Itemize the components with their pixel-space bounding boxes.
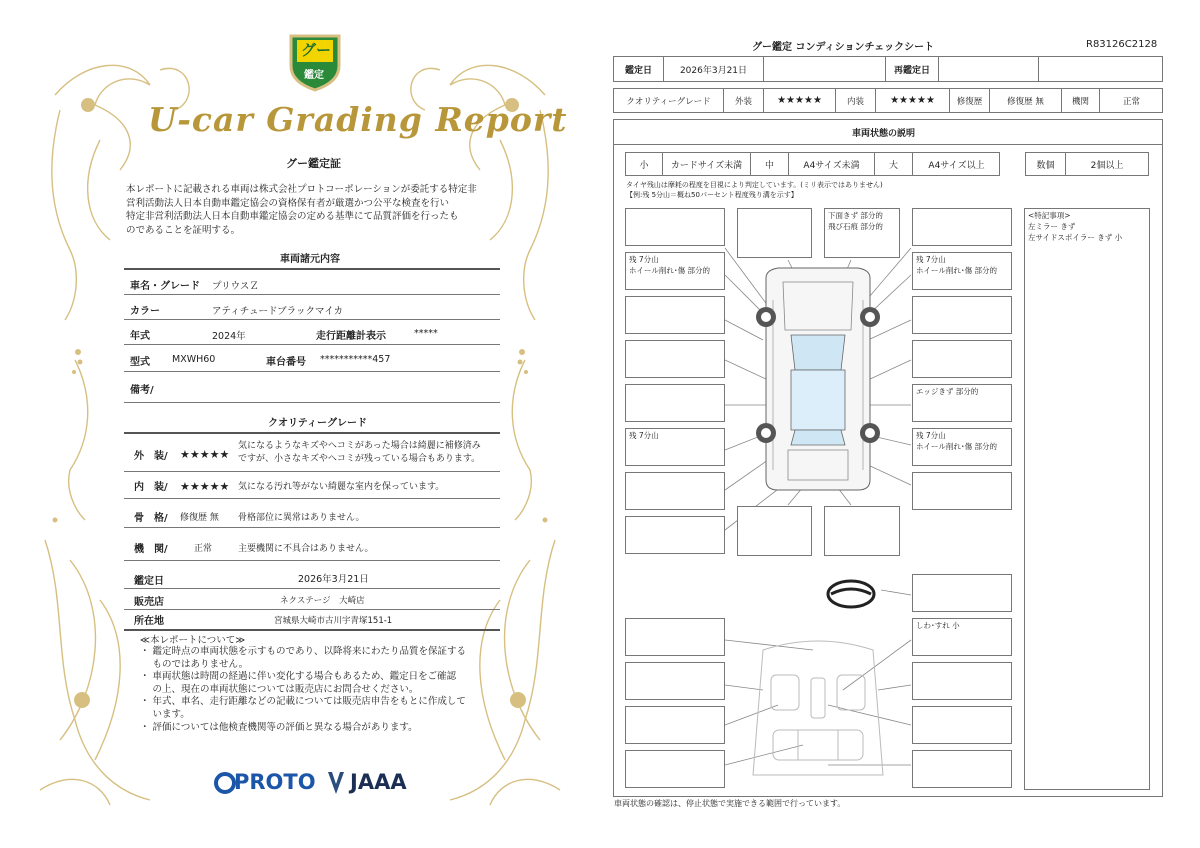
sheet-footer: 車両状態の確認は、停止状態で実施できる範囲で行っています。 [614,799,846,808]
tire-example: 【例:残 5分山＝概ね50パーセント程度残り溝を示す】 [626,191,798,199]
callout-box [912,208,1012,246]
special-notes-box [1024,208,1150,790]
doc-id: R83126C2128 [1086,39,1158,50]
note-item: 左サイドスポイラー きず 小 [1028,232,1123,242]
interior-label: 内装 [836,89,876,112]
callout-line: しわ･すれ 小 [916,621,960,630]
interior-label: 内 装/ [134,482,168,493]
proto-mark-icon [214,772,236,794]
intro-line: のであることを証明する。 [126,224,241,236]
color-row [124,297,500,320]
engine-value: 正常 [1122,96,1140,107]
remarks-label: 備考/ [130,385,154,396]
callout-line: 残 7分山 [629,431,659,440]
car-interior-view [753,641,883,775]
specs-heading: 車両諸元内容 [280,254,340,265]
frame-label: 骨 格/ [134,513,168,524]
intro-line: 営利活動法人日本自動車鑑定協会の資格保有者が厳選かつ公平な検査を行い [126,197,450,209]
divider [124,432,500,434]
callout-box [912,340,1012,378]
notes-heading: ≪本レポートについて≫ [140,635,246,646]
note-line: ・ 鑑定時点の車両状態を示すものであり、以降将来にわたり品質を保証する [140,646,467,657]
callout-box [625,750,725,788]
note-line: の上、現在の車両状態については販売店にお問合せください。 [140,683,419,695]
quality-table [613,88,1163,113]
date-table [613,56,1163,82]
callout-box [625,618,725,656]
address-row [124,611,500,631]
note-line: ものではありません。 [140,658,249,670]
note-line: ・ 評価については他検査機関等の評価と異なる場合があります。 [140,721,418,733]
exterior-stars: ★★★★★ [180,448,230,461]
date-label: 鑑定日 [134,576,164,587]
address-value: 宮城県大崎市古川宇青塚151-1 [274,616,393,626]
callout-line: 残 7分山 [629,255,659,264]
proto-text: PROTO [234,770,316,794]
history-label: 修復歴 [950,89,990,112]
state-heading: 車両状態の説明 [852,129,916,139]
jaaa-text: JAAA [350,770,407,794]
address-label: 所在地 [134,616,164,627]
exterior-desc [238,440,481,466]
blank-cell [764,57,886,81]
callout-line: 残 7分山 [916,431,946,440]
goo-kantei-logo [287,32,343,92]
reinspect-value [939,57,1039,81]
callout-box [912,574,1012,612]
callout-rear-left-tire [625,428,725,466]
note-line: ・ 年式、車名、走行距離などの記載については販売店申告をもとに作成して [140,696,466,708]
exterior-stars: ★★★★★ [764,89,836,112]
year-label: 年式 [130,331,150,342]
notes-list [140,646,466,734]
logo-sub: 鑑定 [304,70,324,81]
size-large: 大 [875,153,913,175]
model-row [124,347,500,372]
desc-line: ですが、小さなキズやヘコミが残っている場合もあります。 [238,454,481,464]
callout-line: ホイール削れ･傷 部分的 [916,265,997,275]
callout-rear-right-tire [912,428,1012,466]
engine-row [124,530,500,561]
callout-interior [912,618,1012,656]
count-desc: 2個以上 [1090,160,1124,171]
frame-row [124,501,500,528]
count-label: 数個 [1026,153,1066,175]
callout-box [737,506,812,556]
intro-text [126,183,477,237]
callout-line: 下面きず 部分的 [828,211,883,220]
intro-line: 本レポートに記載される車両は株式会社プロトコーポレーションが委託する特定非 [126,184,477,195]
callout-box [625,706,725,744]
size-legend [625,152,1000,176]
callout-box [912,706,1012,744]
divider [124,268,500,270]
exterior-row [124,436,500,472]
callout-line: ホイール削れ･傷 部分的 [629,265,710,275]
size-large-desc: A4サイズ以上 [928,160,985,171]
callout-box [625,516,725,554]
name-row [124,272,500,295]
callout-front-right-tire [912,252,1012,290]
name-value: プリウスＺ [212,281,259,292]
dealer-row [124,590,500,610]
date-label: 鑑定日 [614,57,664,81]
frame-value: 修復歴 無 [180,513,219,523]
callout-front-left-tire [625,252,725,290]
callout-line: 残 7分山 [916,255,946,264]
certificate-subtitle: グー鑑定証 [286,157,341,170]
model-value: MXWH60 [172,354,216,365]
tire-note: タイヤ残山は摩耗の程度を目視により判定しています。(ミリ表示ではありません) [626,181,883,189]
mileage-label: 走行距離計表示 [316,331,386,342]
size-small: 小 [626,153,663,175]
engine-label: 機関 [1062,89,1100,112]
year-value: 2024年 [212,331,246,342]
note-line: ・ 車両状態は時間の経過に伴い変化する場合もあるため、鑑定日をご確認 [140,671,457,683]
blank-cell [1039,57,1163,81]
history-value: 修復歴 無 [990,89,1062,112]
date-row [124,566,500,589]
engine-label: 機 関/ [134,544,168,555]
callout-box [625,384,725,422]
callout-box [625,208,725,246]
dealer-label: 販売店 [134,597,164,608]
jaaa-mark-icon [326,770,346,796]
chassis-label: 車台番号 [266,357,306,368]
steering-wheel-icon [828,581,874,607]
car-top-view [756,268,880,490]
callout-box [912,750,1012,788]
desc-line: 気になるようなキズやヘコミがあった場合は綺麗に補修済み [238,441,481,451]
date-value: 2026年3月21日 [664,57,764,81]
sheet-title: グー鑑定 コンディションチェックシート [752,42,935,53]
remarks-row [124,374,500,403]
name-label: 車名・グレード [130,281,200,292]
callout-box [625,296,725,334]
callout-box [824,506,900,556]
mileage-value: ***** [414,328,438,339]
callout-box [912,662,1012,700]
date-value: 2026年3月21日 [298,574,369,585]
interior-stars: ★★★★★ [876,89,950,112]
exterior-label: 外装 [724,89,764,112]
callout-box [625,662,725,700]
chassis-value: ***********457 [320,354,391,365]
notes-heading: <特記事項> [1028,211,1071,220]
callout-box [912,296,1012,334]
callout-front-bumper [824,208,900,258]
callout-box [625,472,725,510]
count-legend [1025,152,1149,176]
dealer-value: ネクステージ 大崎店 [280,596,365,606]
callout-line: 飛び石痕 部分的 [828,221,883,231]
callout-edge [912,384,1012,422]
grade-heading: クオリティーグレード [268,418,367,429]
callout-line: エッジきず 部分的 [916,387,979,396]
interior-stars: ★★★★★ [180,480,230,493]
callout-box [912,472,1012,510]
quality-label: クオリティーグレード [614,89,724,112]
engine-value: 正常 [194,544,213,554]
intro-line: 特定非営利活動法人日本自動車鑑定協会の定める基準にて品質評価を行ったも [126,211,459,222]
interior-row [124,474,500,499]
reinspect-label: 再鑑定日 [886,57,939,81]
year-row [124,322,500,345]
callout-box [625,340,725,378]
logo-text: グー [301,41,332,59]
callout-line: ホイール削れ･傷 部分的 [916,441,997,451]
color-value: アティチュードブラックマイカ [212,306,344,317]
size-small-desc: カードサイズ未満 [663,153,751,175]
size-mid-desc: A4サイズ未満 [789,153,875,175]
note-line: います。 [140,708,190,720]
exterior-label: 外 装/ [134,451,168,462]
size-mid: 中 [751,153,789,175]
note-item: 左ミラー きず [1028,221,1076,231]
interior-desc: 気になる汚れ等がない綺麗な室内を保っています。 [238,482,445,492]
engine-desc: 主要機関に不具合はありません。 [238,544,374,554]
color-label: カラー [130,306,160,317]
report-title: U-car Grading Report [148,100,568,139]
state-heading-row [614,120,1162,145]
callout-box [737,208,812,258]
model-label: 型式 [130,357,150,368]
frame-desc: 骨格部位に異常はありません。 [238,513,365,523]
